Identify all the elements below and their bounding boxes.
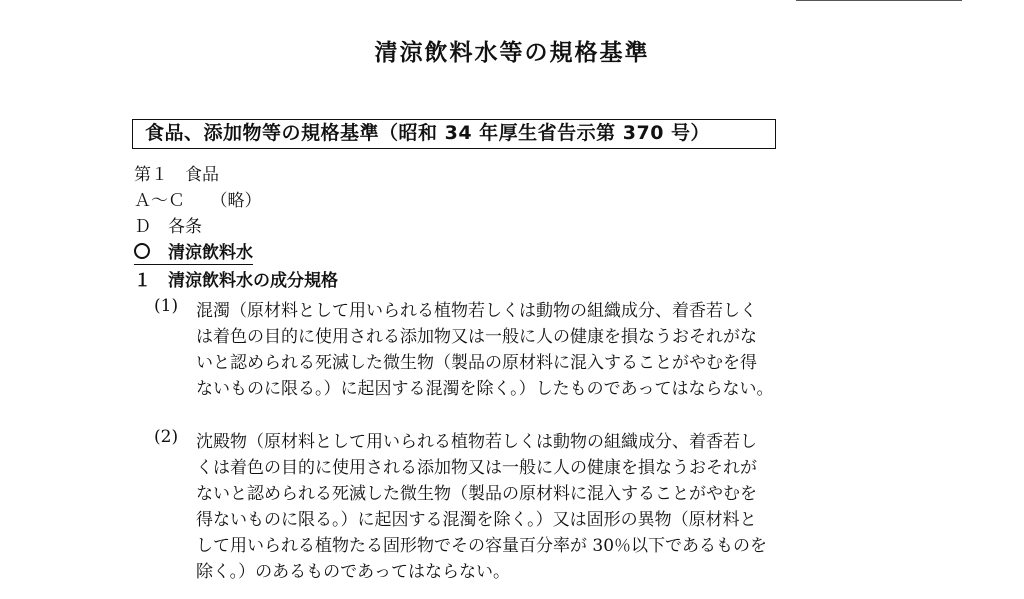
outline-abc: Ａ～Ｃ （略） <box>134 191 262 211</box>
paragraph-line: 沈殿物（原材料として用いられる植物若しくは動物の組織成分、着香若し <box>196 432 757 452</box>
section-heading-box: 食品、添加物等の規格基準（昭和 34 年厚生省告示第 370 号） <box>132 119 776 149</box>
paragraph-line: 除く。）のあるものであってはならない。 <box>196 562 510 582</box>
outline-d: Ｄ 各条 <box>134 217 202 237</box>
item-heading <box>134 242 253 264</box>
document-title: 清涼飲料水等の規格基準 <box>374 40 650 66</box>
paragraph-number: (2) <box>154 427 179 447</box>
paragraph-line: は着色の目的に使用される添加物又は一般に人の健康を損なうおそれがな <box>196 327 757 347</box>
paragraph-line: くは着色の目的に使用される添加物又は一般に人の健康を損なうおそれが <box>196 458 757 478</box>
paragraph-line: ないと認められる死滅した微生物（製品の原材料に混入することがやむを <box>196 484 757 504</box>
subheading: １ 清涼飲料水の成分規格 <box>134 271 338 291</box>
top-rule <box>796 0 962 1</box>
paragraph-line: して用いられる植物たる固形物でその容量百分率が 30％以下であるものを <box>196 536 768 556</box>
paragraph-number: (1) <box>154 296 179 316</box>
paragraph-line: いと認められる死滅した微生物（製品の原材料に混入することがやむを得 <box>196 353 757 373</box>
paragraph-line: 得ないものに限る。）に起因する混濁を除く。）又は固形の異物（原材料と <box>196 510 757 530</box>
circle-bullet-icon <box>134 243 150 259</box>
paragraph-line: 混濁（原材料として用いられる植物若しくは動物の組織成分、着香若しく <box>196 301 757 321</box>
outline-first: 第１ 食品 <box>134 165 219 185</box>
item-heading-underline <box>134 243 253 265</box>
paragraph-line: ないものに限る。）に起因する混濁を除く。）したものであってはならない。 <box>196 379 774 399</box>
item-heading-label: 清涼飲料水 <box>168 243 253 263</box>
